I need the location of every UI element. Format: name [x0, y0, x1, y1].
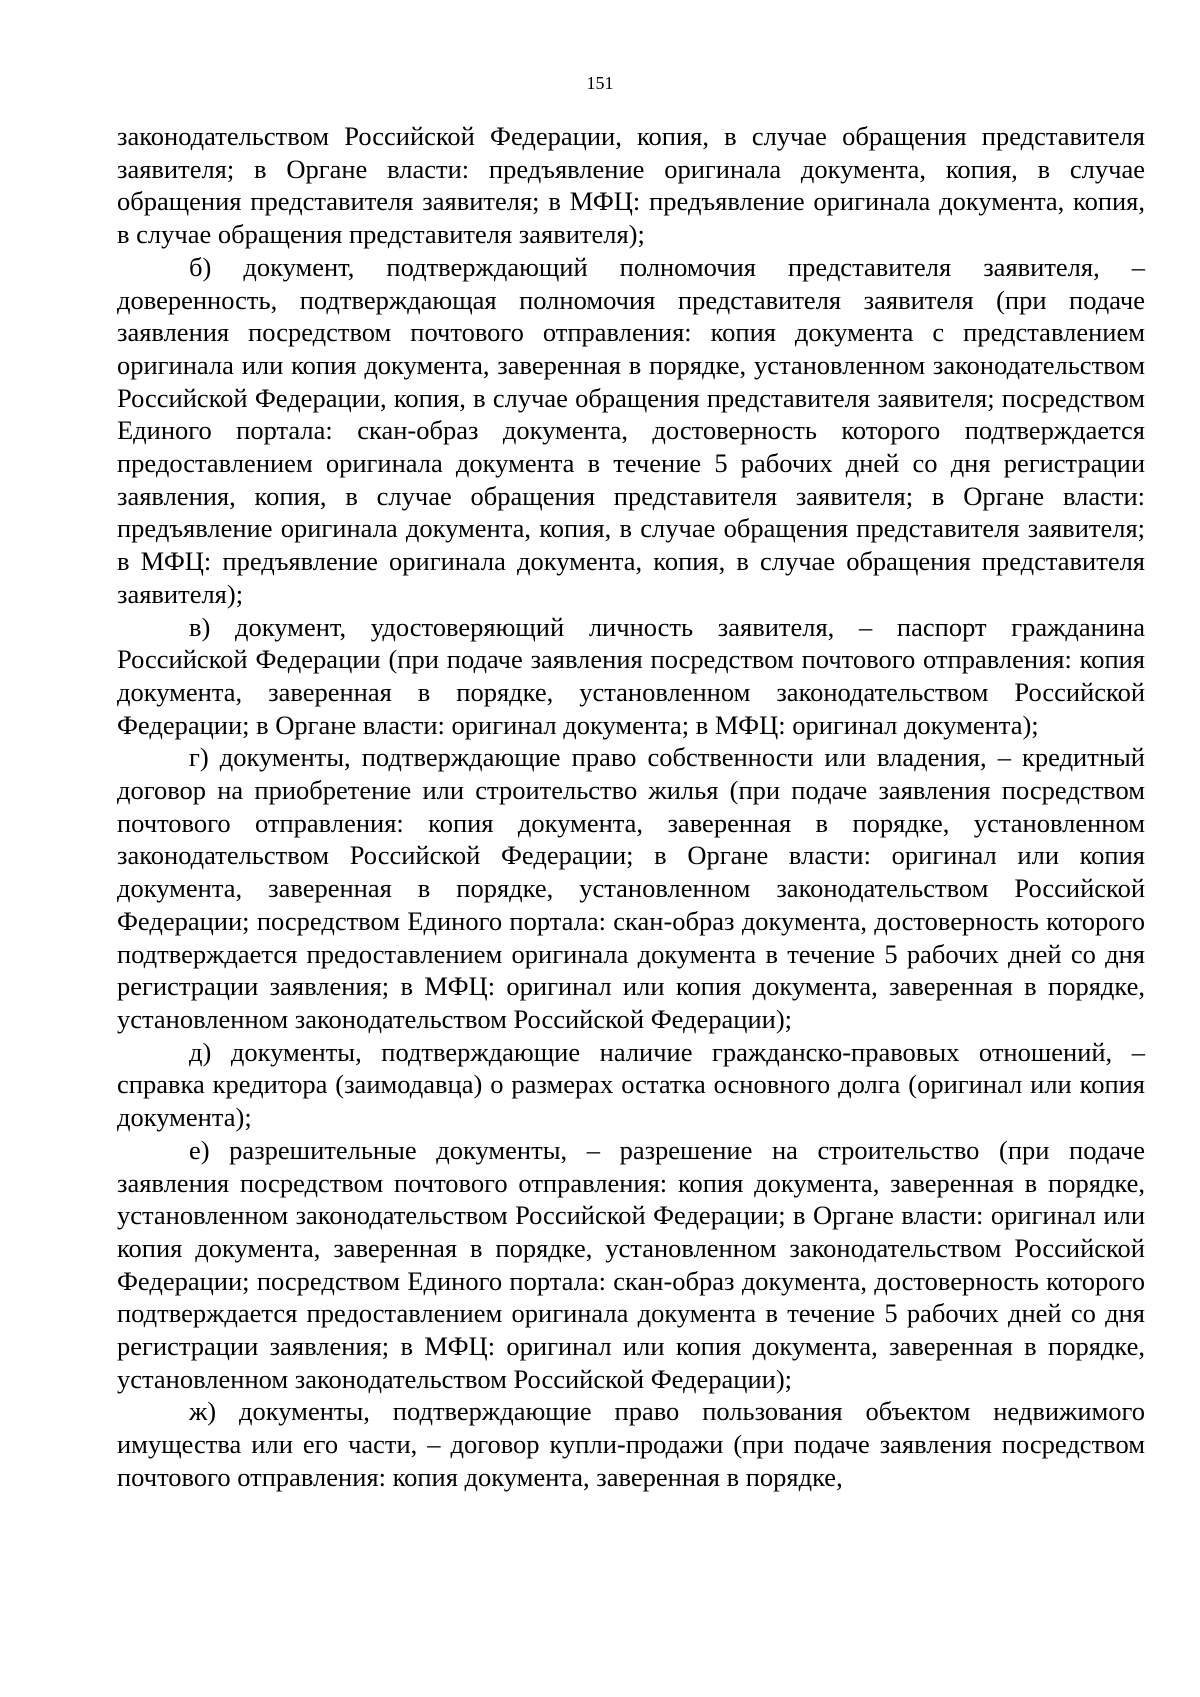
paragraph-item-d: д) документы, подтверждающие наличие гражданско-правовых отношений, – справка кредитора (заимодавца) о размерах остатка основного долга (оригинал или копия документа);: [117, 1036, 1145, 1133]
paragraph-item-b: б) документ, подтверждающий полномочия представителя заявителя, – доверенность, подтверждающая полномочия представителя заявителя (при подаче заявления посредством почтового отправления: копия документа с представлением оригинала или копия документа, заверенная в порядке, установленном законодательством Российской Федерации, копия, в случае обращения представителя заявителя; посредством Единого портала: скан-образ документа, достоверность которого подтверждается предоставлением оригинала документа в течение 5 рабочих дней со дня регистрации заявления, копия, в случае обращения представителя заявителя; в Органе власти: предъявление оригинала документа, копия, в случае обращения представителя заявителя; в МФЦ: предъявление оригинала документа, копия, в случае обращения представителя заявителя);: [117, 251, 1145, 609]
document-body: [117, 120, 1145, 1494]
page-number: 151: [586, 73, 614, 93]
paragraph-item-zh: ж) документы, подтверждающие право пользования объектом недвижимого имущества или его части, – договор купли-продажи (при подаче заявления посредством почтового отправления: копия документа, заверенная в порядке,: [117, 1396, 1145, 1492]
paragraph-item-e: е) разрешительные документы, – разрешение на строительство (при подаче заявления посредством почтового отправления: копия документа, заверенная в порядке, установленном законодательством Российской Федерации; в Органе власти: оригинал или копия документа, заверенная в порядке, установленном законодательством Российской Федерации; посредством Единого портала: скан-образ документа, достоверность которого подтверждается предоставлением оригинала документа в течение 5 рабочих дней со дня регистрации заявления; в МФЦ: оригинал или копия документа, заверенная в порядке, установленном законодательством Российской Федерации);: [117, 1134, 1145, 1394]
paragraph-item-v: в) документ, удостоверяющий личность заявителя, – паспорт гражданина Российской Федерации (при подаче заявления посредством почтового отправления: копия документа, заверенная в порядке, установленном законодательством Российской Федерации; в Органе власти: оригинал документа; в МФЦ: оригинал документа);: [117, 611, 1145, 740]
paragraph-continuation: законодательством Российской Федерации, копия, в случае обращения представителя заявителя; в Органе власти: предъявление оригинала документа, копия, в случае обращения представителя заявителя; в МФЦ: предъявление оригинала документа, копия, в случае обращения представителя заявителя);: [117, 121, 1145, 250]
paragraph-item-g: г) документы, подтверждающие право собственности или владения, – кредитный договор на приобретение или строительство жилья (при подаче заявления посредством почтового отправления: копия документа, заверенная в порядке, установленном законодательством Российской Федерации; в Органе власти: оригинал или копия документа, заверенная в порядке, установленном законодательством Российской Федерации; посредством Единого портала: скан-образ документа, достоверность которого подтверждается предоставлением оригинала документа в течение 5 рабочих дней со дня регистрации заявления; в МФЦ: оригинал или копия документа, заверенная в порядке, установленном законодательством Российской Федерации);: [117, 742, 1145, 1034]
